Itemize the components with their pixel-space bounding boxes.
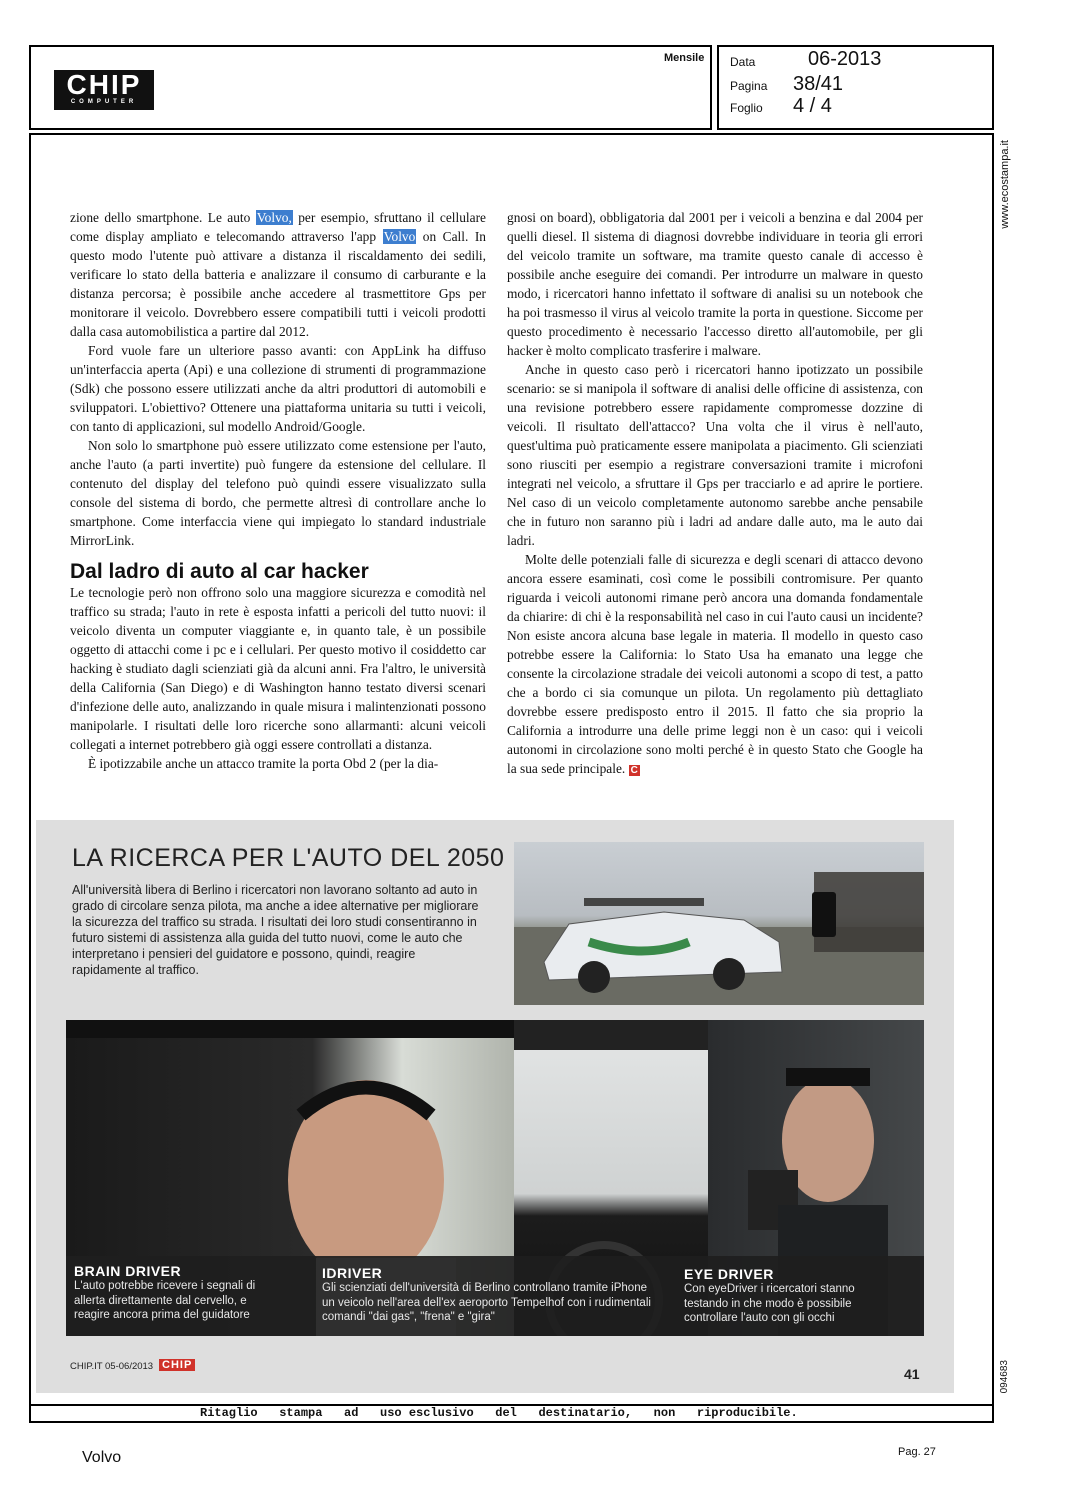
article-column-2: [507, 208, 923, 778]
pagina-label: Pagina: [730, 79, 768, 93]
paragraph-8: Molte delle potenziali falle di sicurezza e degli scenari di attacco devono ancora essere esaminati, così come le possibili contromisure. Per quanto riguarda i veicoli autonomi rimane però ancora una domanda fondamentale da chiarire: di chi è la responsabilità nel caso in cui l'auto causi un incidente? Non esiste ancora alcuna base legale in materia. Il modello in questo caso potrebbe essere la California: lo Stato Usa ha emanato una legge che consente la circolazione stradale dei veicoli autonomi a scopo di test, a patto che a bordo ci sia comunque un pilota. Un regolamento più dettagliato dovrebbe essere predisposto entro il 2015. Il fatto che sia proprio la California a introdurre una delle prime leggi non è un caso: qui i veicoli autonomi in circolazione sono molti perché è in questo Stato che Google ha la sua sede principale. C: [507, 552, 923, 776]
keyword-label: Volvo: [82, 1449, 122, 1466]
highlight-volvo-2: Volvo: [383, 229, 416, 244]
caption-idriver: [322, 1265, 662, 1325]
frequency-label: Mensile: [664, 52, 705, 64]
side-code: 094683: [999, 1360, 1010, 1394]
caption-text: Gli scienziati dell'università di Berlino controllano tramite iPhone un veicolo nell'area dell'ex aeroporto Tempelhof con i rudimentali comandi "dai gas", "frena" e "gira": [322, 1282, 651, 1323]
chip-logo: CHIP COMPUTER: [54, 70, 154, 110]
paragraph-7: Anche in questo caso però i ricercatori hanno ipotizzato un possibile scenario: se si manipola il software di analisi delle officine di assistenza, con una revisione potrebbero essere rapidamente compromesse dozzine di veicoli. Il risultato dell'attacco? Una volta che il virus è nell'auto, quest'ultima può praticamente essere manipolata a piacimento. Gli scienziati sono riusciti per esempio a registrare conversazioni tramite i microfoni integrati nel veicolo, a sfruttare il Gps per tracciarlo e ad aprire le portiere. Nel caso di un veicolo completamente autonomo sarebbe anche pensabile che in futuro non saranno più i ladri ad andare dalle auto, ma le auto dai ladri.: [507, 362, 923, 548]
paragraph-2: Ford vuole fare un ulteriore passo avanti: con AppLink ha diffuso un'interfaccia aperta (Api) e una collezione di strumenti di programmazione (Sdk) che possono essere utilizzati anche da altri produttori di automobili e sviluppatori. L'obiettivo? Ottenere una piattaforma unitaria su tutti i veicoli, con tanto di applicazioni, sul modello Android/Google.: [70, 343, 486, 434]
photo-idriver-car: [514, 842, 924, 1005]
caption-text: Con eyeDriver i ricercatori stanno testando in che modo è possibile controllare l'auto con gli occhi: [684, 1283, 855, 1324]
caption-title: EYE DRIVER: [684, 1266, 774, 1282]
paragraph-6: gnosi on board), obbligatoria dal 2001 per i veicoli a benzina e dal 2004 per quelli diesel. Il sistema di diagnosi dovrebbe individuare in teoria gli errori del veicolo tramite un software, ma tramite questo canale di accesso è possibile anche eseguire dei comandi. Per introdurre un malware in questo modo, i ricercatori hanno infettato il software di analisi su un notebook che ha poi trasmesso il virus al veicolo tramite la porta in questione. Siccome per questo procedimento è necessario l'accesso diretto all'automobile, per gli hacker è molto complicato trasferire i malware.: [507, 210, 923, 358]
research-box: [36, 820, 954, 1393]
box-intro: All'università libera di Berlino i ricercatori non lavorano soltanto ad auto in grado di circolare senza pilota, ma anche a idee alternative per migliorare la sicurezza del traffico su strada. I risultati dei loro studi consentiranno in futuro sistemi di assistenza alla guida del tutto nuovi, come le auto che interpretano i pensieri del guidatore e possono, quindi, reagire rapidamente al traffico.: [72, 883, 479, 977]
paragraph-4: Le tecnologie però non offrono solo una maggiore sicurezza e comodità nel traffico su strada; l'auto in rete è esposta infatti a pericoli del tutto nuovi: il veicolo diventa un computer viaggiante e, in quanto tale, è un possibile oggetto di attacchi come i pc e i cellulari. Per questo motivo il cosiddetto car hacking è studiato dagli scienziati già da alcuni anni. Fra l'altro, le università della California (San Diego) e di Washington hanno testato diversi scenari d'infezione delle auto, analizzando in quale misura i malintenzionati possono manipolarle. I risultati delle loro ricerche sono allarmanti: alcuni veicoli collegati a internet potrebbero già oggi essere controllati a distanza.: [70, 585, 486, 752]
car-illustration: [514, 842, 924, 1005]
data-value: 06-2013: [808, 48, 882, 70]
pag-label: Pag. 27: [898, 1446, 936, 1458]
data-label: Data: [730, 55, 756, 69]
caption-title: IDRIVER: [322, 1265, 383, 1281]
issue-label: CHIP.IT 05-06/2013: [70, 1361, 154, 1372]
end-mark: C: [630, 765, 638, 776]
section-heading: Dal ladro di auto al car hacker: [70, 560, 369, 583]
side-url: www.ecostampa.it: [999, 140, 1011, 229]
caption-brain-driver: [74, 1263, 314, 1323]
page-number: 41: [904, 1366, 920, 1382]
foglio-label: Foglio: [730, 101, 763, 115]
paragraph-1: zione dello smartphone. Le auto Volvo, per esempio, sfruttano il cellulare come display ampliato e telecomando attraverso l'app Volvo on Call. In questo modo l'utente può attivare a distanza il riscaldamento dei sedili, verificare lo stato della batteria e analizzare il consumo di carburante e la distanza percorsa; è possibile anche accedere al trasmettitore Gps per monitorare il veicolo. Dovrebbero essere compatibili tutti i veicoli prodotti dalla casa automobilistica a partire dal 2012.: [70, 210, 486, 339]
foglio-value: 4 / 4: [793, 95, 832, 117]
paragraph-3: Non solo lo smartphone può essere utilizzato come estensione per l'auto, anche l'auto (a parti invertite) può fungere da estensione del cellulare. Il contenuto del display del telefono può quindi essere visualizzato sulla console del sistema di bordo, che permette altresì di controllare anche lo smartphone. Come interfaccia viene qui impiegato lo standard industriale MirrorLink.: [70, 438, 486, 548]
highlight-volvo-1: Volvo,: [256, 210, 292, 225]
pagina-value: 38/41: [793, 73, 844, 95]
disclaimer: Ritaglio stampa ad uso esclusivo del destinatario, non riproducibile.: [200, 1406, 798, 1420]
caption-text: L'auto potrebbe ricevere i segnali di allerta direttamente dal cervello, e reagire ancora prima del guidatore: [74, 1280, 256, 1321]
article-column-1: [70, 208, 486, 773]
paragraph-5: È ipotizzabile anche un attacco tramite la porta Obd 2 (per la dia-: [88, 756, 439, 771]
box-title: LA RICERCA PER L'AUTO DEL 2050: [72, 844, 505, 872]
caption-title: BRAIN DRIVER: [74, 1263, 182, 1279]
chip-logo-small: CHIP: [159, 1359, 195, 1371]
caption-eye-driver: [684, 1266, 904, 1326]
